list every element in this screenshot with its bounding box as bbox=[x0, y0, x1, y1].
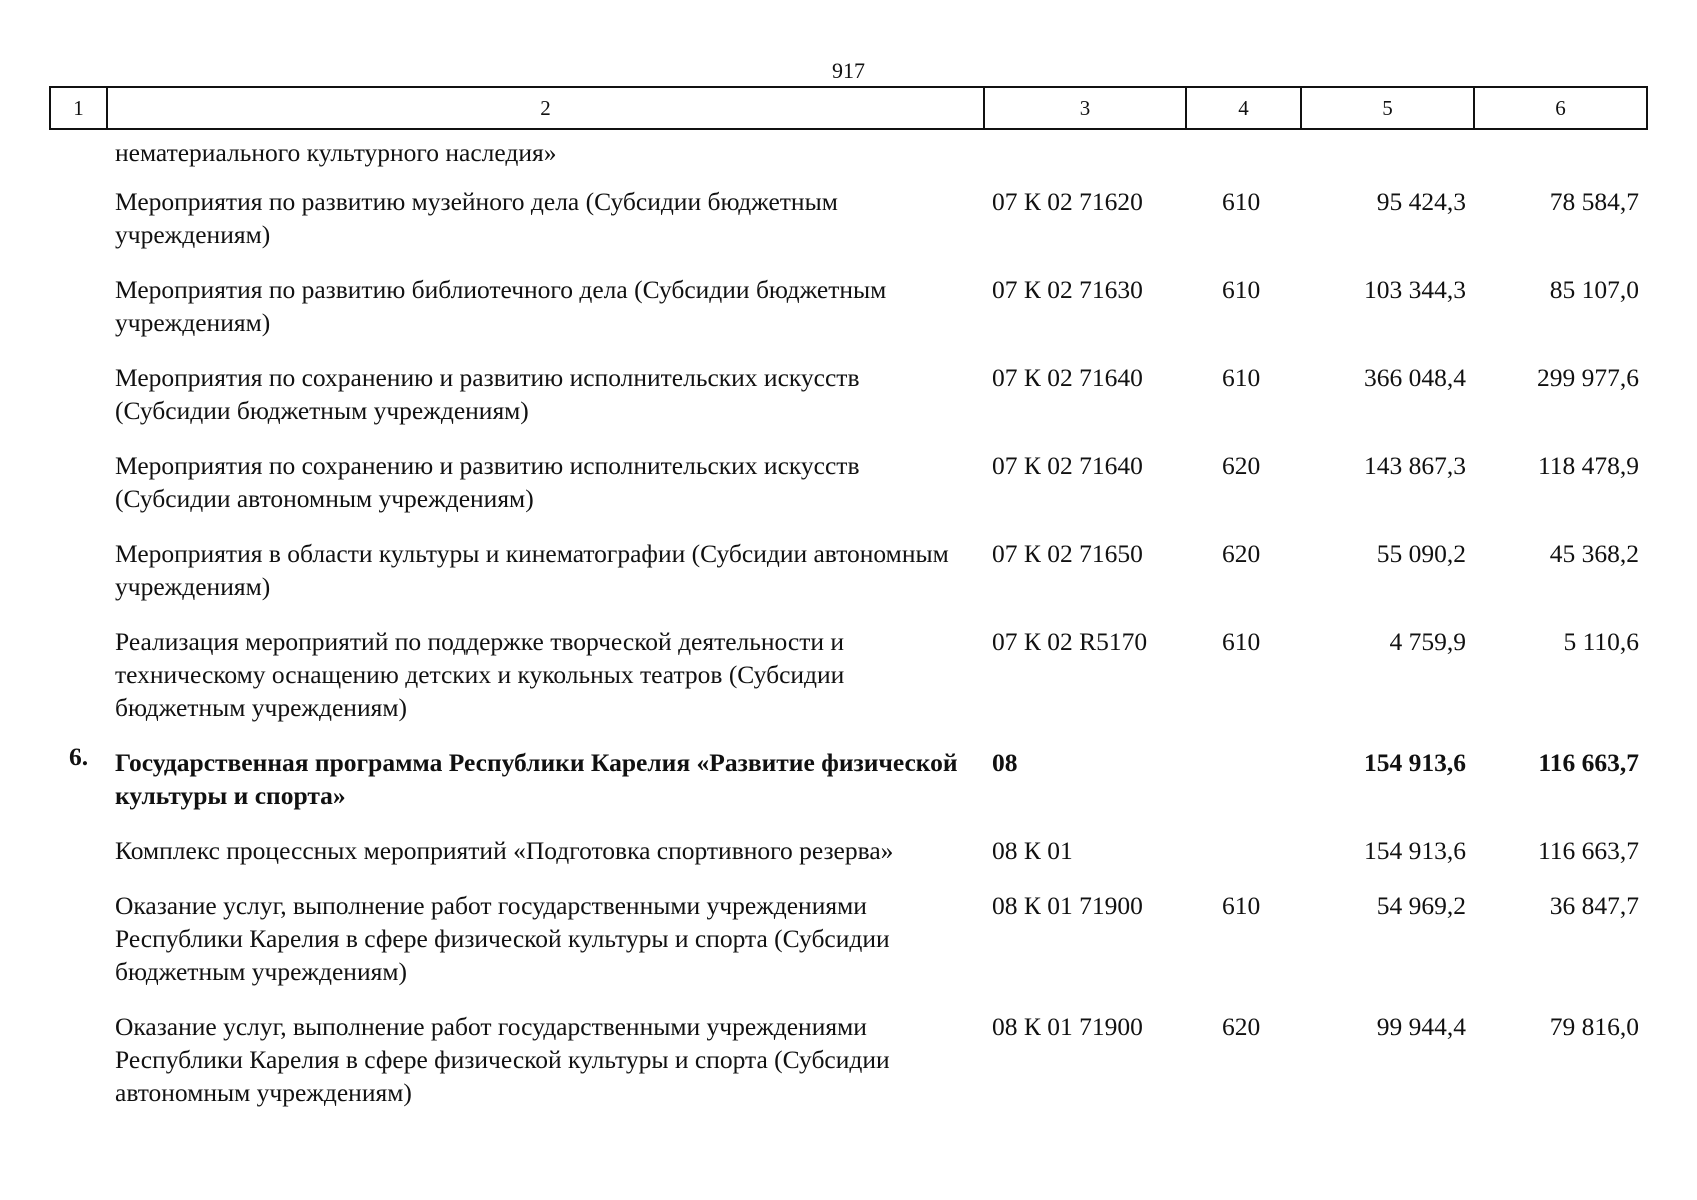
row-code: 07 К 02 71620 bbox=[992, 187, 1143, 216]
row-expense-type: 610 bbox=[1222, 363, 1261, 392]
row-amount-col6: 78 584,7 bbox=[1549, 187, 1639, 216]
header-col-3: 3 bbox=[984, 87, 1186, 129]
row-expense-type bbox=[1186, 740, 1301, 828]
row-name: нематериального культурного наследия» bbox=[115, 138, 557, 167]
row-amount-col5: 154 913,6 bbox=[1364, 748, 1466, 777]
row-amount-col6: 116 663,7 bbox=[1538, 748, 1639, 777]
row-code: 08 К 01 bbox=[992, 836, 1073, 865]
row-name: Мероприятия по развитию библиотечного дела (Субсидии бюджетным учреждениям) bbox=[115, 275, 887, 337]
row-amount-col5: 54 969,2 bbox=[1376, 891, 1466, 920]
row-amount-col6: 36 847,7 bbox=[1549, 891, 1639, 920]
row-amount-col5: 95 424,3 bbox=[1376, 187, 1466, 216]
row-code: 07 К 02 71630 bbox=[992, 275, 1143, 304]
row-amount-col6: 85 107,0 bbox=[1549, 275, 1639, 304]
row-amount-col5: 99 944,4 bbox=[1376, 1012, 1466, 1041]
row-amount-col5: 55 090,2 bbox=[1376, 539, 1466, 568]
row-name: Мероприятия в области культуры и кинематографии (Субсидии автономным учреждениям) bbox=[115, 539, 949, 601]
row-code: 08 bbox=[992, 748, 1018, 777]
row-number bbox=[50, 828, 107, 883]
row-name: Реализация мероприятий по поддержке творческой деятельности и техническому оснащению детских и кукольных театров (Субсидии бюджетным учреждениям) bbox=[115, 627, 845, 722]
table-row bbox=[50, 267, 1647, 355]
row-number bbox=[50, 443, 107, 531]
row-amount-col6: 45 368,2 bbox=[1549, 539, 1639, 568]
page-number: 917 bbox=[832, 58, 865, 83]
row-code: 07 К 02 71650 bbox=[992, 539, 1143, 568]
row-name: Государственная программа Республики Карелия «Развитие физической культуры и спорта» bbox=[115, 748, 958, 810]
header-col-5: 5 bbox=[1301, 87, 1474, 129]
header-col-2: 2 bbox=[107, 87, 984, 129]
row-number bbox=[50, 129, 107, 179]
row-amount-col6: 118 478,9 bbox=[1537, 451, 1639, 480]
row-number bbox=[50, 179, 107, 267]
row-code: 07 К 02 71640 bbox=[992, 363, 1143, 392]
table-row bbox=[50, 883, 1647, 1004]
row-number bbox=[50, 267, 107, 355]
row-expense-type: 620 bbox=[1222, 539, 1261, 568]
row-amount-col5: 103 344,3 bbox=[1364, 275, 1466, 304]
row-amount-col6: 116 663,7 bbox=[1537, 836, 1639, 865]
row-expense-type: 620 bbox=[1222, 1012, 1261, 1041]
row-expense-type: 610 bbox=[1222, 627, 1261, 656]
budget-table bbox=[49, 86, 1648, 1125]
row-code: 07 К 02 R5170 bbox=[992, 627, 1148, 656]
row-expense-type: 620 bbox=[1222, 451, 1261, 480]
row-name: Мероприятия по сохранению и развитию исполнительских искусств (Субсидии автономным учреждениям) bbox=[115, 451, 860, 513]
row-name: Оказание услуг, выполнение работ государственными учреждениями Республики Карелия в сфере физической культуры и спорта (Субсидии бюджетным учреждениям) bbox=[115, 891, 890, 986]
row-expense-type bbox=[1186, 828, 1301, 883]
row-amount-col5 bbox=[1301, 129, 1474, 179]
row-number bbox=[50, 1004, 107, 1125]
header-row bbox=[50, 87, 1647, 129]
table-row bbox=[50, 129, 1647, 179]
row-amount-col5: 143 867,3 bbox=[1364, 451, 1466, 480]
table-row bbox=[50, 443, 1647, 531]
row-number bbox=[50, 883, 107, 1004]
row-number bbox=[50, 619, 107, 740]
row-name: Мероприятия по развитию музейного дела (Субсидии бюджетным учреждениям) bbox=[115, 187, 838, 249]
row-code: 08 К 01 71900 bbox=[992, 891, 1143, 920]
row-code bbox=[984, 129, 1186, 179]
row-name: Оказание услуг, выполнение работ государственными учреждениями Республики Карелия в сфере физической культуры и спорта (Субсидии автономным учреждениям) bbox=[115, 1012, 890, 1107]
table-row bbox=[50, 531, 1647, 619]
table-row bbox=[50, 740, 1647, 828]
header-col-1: 1 bbox=[50, 87, 107, 129]
table-row bbox=[50, 179, 1647, 267]
row-amount-col6: 79 816,0 bbox=[1549, 1012, 1639, 1041]
row-code: 07 К 02 71640 bbox=[992, 451, 1143, 480]
row-expense-type: 610 bbox=[1222, 891, 1261, 920]
row-expense-type: 610 bbox=[1222, 187, 1261, 216]
table-row bbox=[50, 828, 1647, 883]
row-amount-col5: 366 048,4 bbox=[1364, 363, 1466, 392]
table-header bbox=[50, 87, 1647, 129]
row-amount-col6 bbox=[1474, 129, 1647, 179]
row-amount-col5: 154 913,6 bbox=[1364, 836, 1466, 865]
table-row bbox=[50, 1004, 1647, 1125]
row-name: Мероприятия по сохранению и развитию исполнительских искусств (Субсидии бюджетным учреждениям) bbox=[115, 363, 860, 425]
row-number: 6. bbox=[68, 742, 89, 771]
header-col-6: 6 bbox=[1474, 87, 1647, 129]
header-col-4: 4 bbox=[1186, 87, 1301, 129]
row-expense-type: 610 bbox=[1222, 275, 1261, 304]
row-expense-type bbox=[1186, 129, 1301, 179]
row-number bbox=[50, 531, 107, 619]
row-amount-col6: 5 110,6 bbox=[1563, 627, 1639, 656]
table-row bbox=[50, 355, 1647, 443]
row-number bbox=[50, 355, 107, 443]
row-code: 08 К 01 71900 bbox=[992, 1012, 1143, 1041]
row-name: Комплекс процессных мероприятий «Подготовка спортивного резерва» bbox=[115, 836, 894, 865]
table-row bbox=[50, 619, 1647, 740]
row-amount-col5: 4 759,9 bbox=[1389, 627, 1466, 656]
row-amount-col6: 299 977,6 bbox=[1537, 363, 1639, 392]
table-body bbox=[50, 129, 1647, 1125]
